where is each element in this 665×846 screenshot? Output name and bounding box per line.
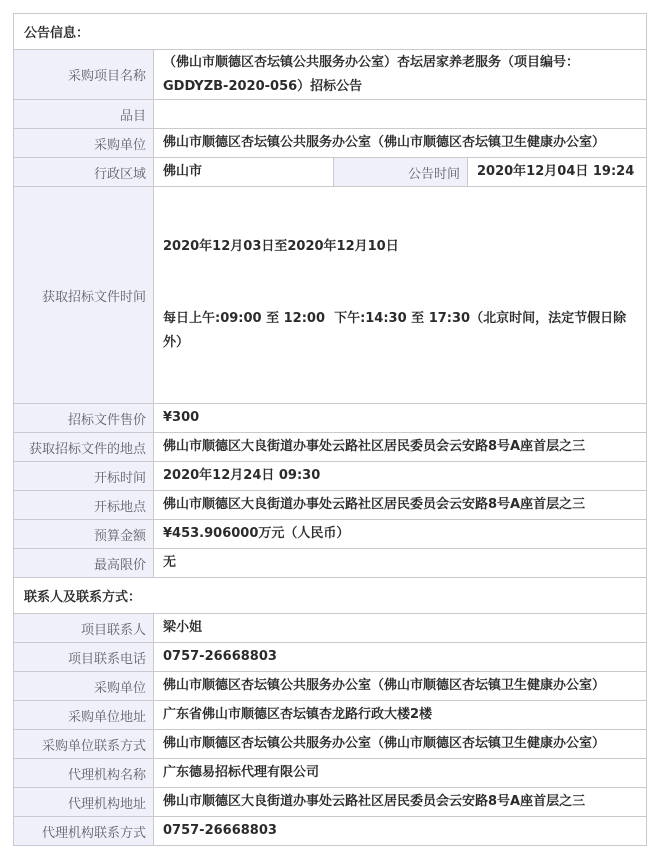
field-value-purchaser: 佛山市顺德区杏坛镇公共服务办公室（佛山市顺德区杏坛镇卫生健康办公室） xyxy=(154,129,647,158)
field-label-budget: 预算金额 xyxy=(14,520,154,549)
field-value-agency-name: 广东德易招标代理有限公司 xyxy=(154,759,647,788)
table-row xyxy=(14,672,647,701)
doc-obtain-time-line1: 2020年12月03日至2020年12月10日 xyxy=(163,239,399,254)
field-value-max-price: 无 xyxy=(154,549,647,578)
field-value-contact-phone: 0757-26668803 xyxy=(154,643,647,672)
table-row xyxy=(14,433,647,462)
field-label-region: 行政区域 xyxy=(14,158,154,187)
section-header-announcement: 公告信息： xyxy=(14,14,647,50)
table-row xyxy=(14,817,647,846)
table-row xyxy=(14,701,647,730)
field-label-purchaser-address: 采购单位地址 xyxy=(14,701,154,730)
field-value-project-name: （佛山市顺德区杏坛镇公共服务办公室）杏坛居家养老服务（项目编号：GDDYZB-2020-056）招标公告 xyxy=(154,50,647,100)
field-value-doc-obtain-time xyxy=(154,187,647,404)
field-label-announce-time: 公告时间 xyxy=(334,158,468,187)
field-label-agency-name: 代理机构名称 xyxy=(14,759,154,788)
field-value-doc-price: ¥300 xyxy=(154,404,647,433)
field-value-announce-time: 2020年12月04日 19:24 xyxy=(468,158,647,187)
table-row xyxy=(14,129,647,158)
table-row xyxy=(14,100,647,129)
field-label-agency-contact: 代理机构联系方式 xyxy=(14,817,154,846)
field-label-purchaser-contact: 采购单位联系方式 xyxy=(14,730,154,759)
field-label-doc-price: 招标文件售价 xyxy=(14,404,154,433)
field-label-category: 品目 xyxy=(14,100,154,129)
field-label-agency-address: 代理机构地址 xyxy=(14,788,154,817)
field-label-doc-obtain-time: 获取招标文件时间 xyxy=(14,187,154,404)
table-row xyxy=(14,788,647,817)
field-label-doc-location: 获取招标文件的地点 xyxy=(14,433,154,462)
table-row xyxy=(14,614,647,643)
section-header-contacts: 联系人及联系方式： xyxy=(14,578,647,614)
field-value-purchaser-address: 广东省佛山市顺德区杏坛镇杏龙路行政大楼2楼 xyxy=(154,701,647,730)
table-row xyxy=(14,158,647,187)
table-row xyxy=(14,462,647,491)
field-value-doc-location: 佛山市顺德区大良街道办事处云路社区居民委员会云安路8号A座首层之三 xyxy=(154,433,647,462)
table-row xyxy=(14,187,647,404)
field-value-contact-person: 梁小姐 xyxy=(154,614,647,643)
table-row xyxy=(14,759,647,788)
field-value-agency-contact: 0757-26668803 xyxy=(154,817,647,846)
table-row xyxy=(14,643,647,672)
field-value-open-time: 2020年12月24日 09:30 xyxy=(154,462,647,491)
field-label-max-price: 最高限价 xyxy=(14,549,154,578)
field-label-open-location: 开标地点 xyxy=(14,491,154,520)
table-row xyxy=(14,520,647,549)
field-value-purchaser2: 佛山市顺德区杏坛镇公共服务办公室（佛山市顺德区杏坛镇卫生健康办公室） xyxy=(154,672,647,701)
doc-obtain-time-line2: 每日上午:09:00 至 12:00 下午:14:30 至 17:30（北京时间，法定节假日除外） xyxy=(163,311,627,350)
field-value-open-location: 佛山市顺德区大良街道办事处云路社区居民委员会云安路8号A座首层之三 xyxy=(154,491,647,520)
table-row xyxy=(14,14,647,50)
field-label-open-time: 开标时间 xyxy=(14,462,154,491)
table-row xyxy=(14,491,647,520)
table-row xyxy=(14,578,647,614)
field-value-category xyxy=(154,100,647,129)
field-value-budget: ¥453.906000万元（人民币） xyxy=(154,520,647,549)
field-label-purchaser: 采购单位 xyxy=(14,129,154,158)
table-row xyxy=(14,404,647,433)
field-label-project-name: 采购项目名称 xyxy=(14,50,154,100)
field-label-contact-person: 项目联系人 xyxy=(14,614,154,643)
field-value-agency-address: 佛山市顺德区大良街道办事处云路社区居民委员会云安路8号A座首层之三 xyxy=(154,788,647,817)
field-value-purchaser-contact: 佛山市顺德区杏坛镇公共服务办公室（佛山市顺德区杏坛镇卫生健康办公室） xyxy=(154,730,647,759)
field-value-region: 佛山市 xyxy=(154,158,334,187)
table-row xyxy=(14,50,647,100)
field-label-purchaser2: 采购单位 xyxy=(14,672,154,701)
announcement-table xyxy=(13,13,647,846)
field-label-contact-phone: 项目联系电话 xyxy=(14,643,154,672)
table-row xyxy=(14,730,647,759)
table-row xyxy=(14,549,647,578)
